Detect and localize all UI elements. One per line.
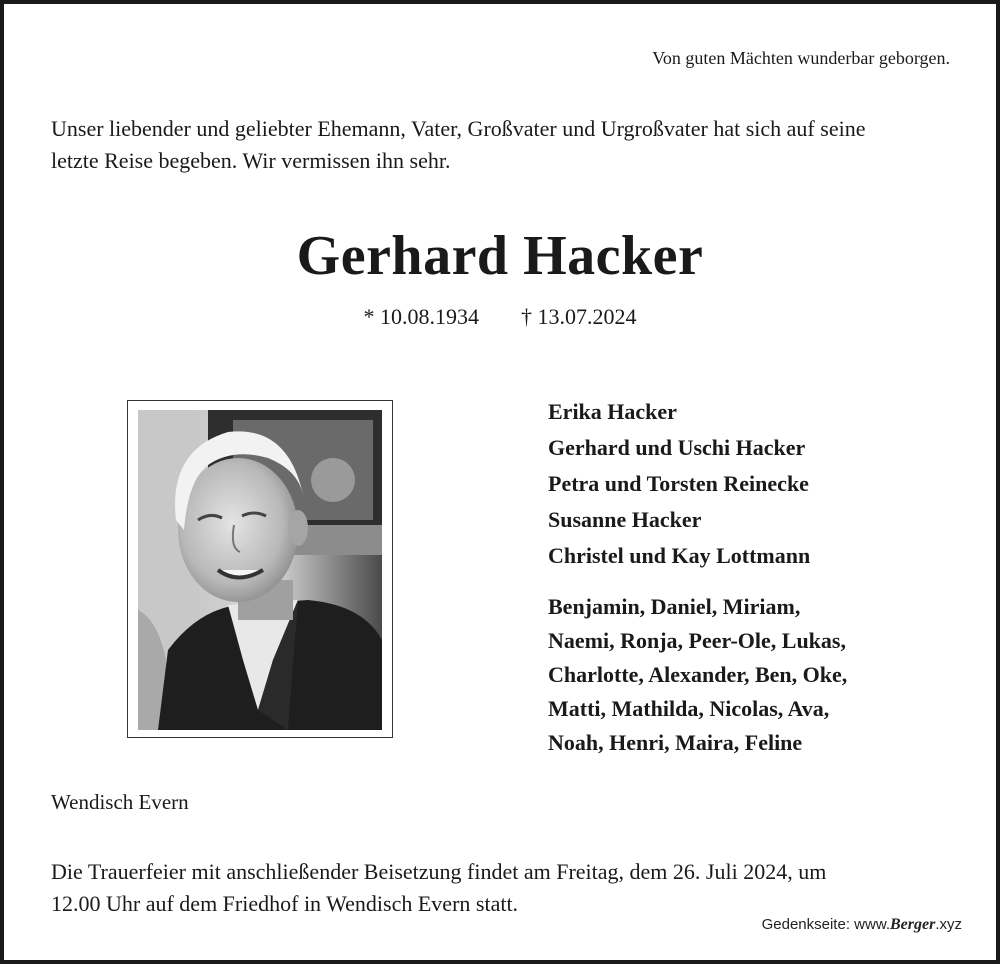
family-member: Christel und Kay Lottmann (548, 543, 811, 568)
grandchildren-line: Matti, Mathilda, Nicolas, Ava, (548, 696, 830, 721)
grandchildren-list (548, 590, 847, 760)
family-member: Petra und Torsten Reinecke (548, 471, 809, 496)
grandchildren-line: Benjamin, Daniel, Miriam, (548, 594, 801, 619)
portrait-frame (127, 400, 393, 738)
service-info (51, 856, 961, 920)
family-list (548, 394, 810, 574)
grandchildren-line: Noah, Henri, Maira, Feline (548, 730, 803, 755)
intro-line: letzte Reise begeben. Wir vermissen ihn sehr. (51, 148, 451, 173)
memorial-brand: Berger (890, 916, 936, 933)
grandchildren-line: Charlotte, Alexander, Ben, Oke, (548, 662, 848, 687)
service-line: 12.00 Uhr auf dem Friedhof in Wendisch Evern statt. (51, 891, 519, 916)
family-member: Erika Hacker (548, 399, 677, 424)
motto: Von guten Mächten wunderbar geborgen. (652, 48, 950, 68)
place-name: Wendisch Evern (51, 790, 189, 814)
portrait-illustration (138, 410, 382, 730)
intro-text (51, 113, 951, 177)
deceased-name: Gerhard Hacker (296, 225, 704, 287)
intro-line: Unser liebender und geliebter Ehemann, Vater, Großvater und Urgroßvater hat sich auf seine (51, 116, 866, 141)
memorial-suffix: .xyz (935, 916, 962, 933)
portrait-photo (138, 410, 382, 730)
memorial-prefix: Gedenkseite: www. (761, 916, 890, 933)
life-dates (4, 304, 996, 330)
family-member: Susanne Hacker (548, 507, 702, 532)
death-date: † 13.07.2024 (521, 304, 637, 329)
family-member: Gerhard und Uschi Hacker (548, 435, 806, 460)
grandchildren-line: Naemi, Ronja, Peer-Ole, Lukas, (548, 628, 846, 653)
birth-date: * 10.08.1934 (363, 304, 479, 329)
service-line: Die Trauerfeier mit anschließender Beisetzung findet am Freitag, dem 26. Juli 2024, um (51, 859, 827, 884)
memorial-page-link[interactable] (762, 916, 962, 934)
